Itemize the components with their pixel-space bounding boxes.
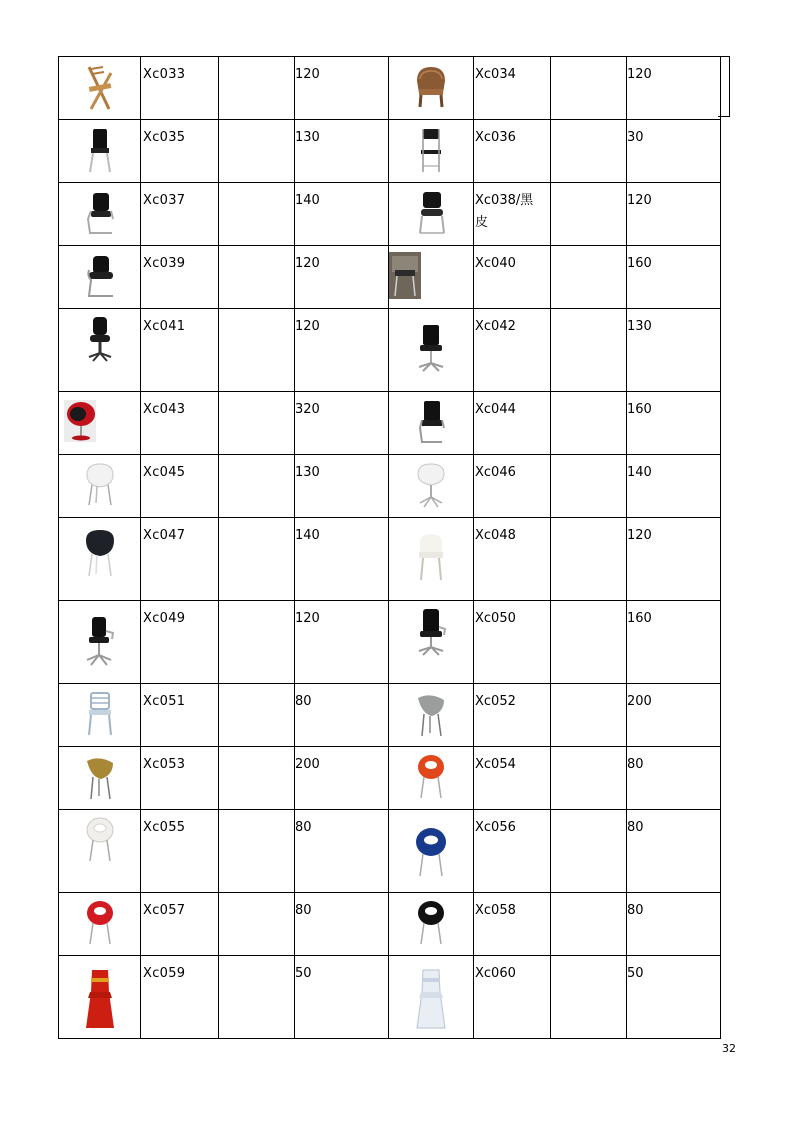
- product-price: 80: [627, 893, 721, 956]
- product-code: Xc040: [474, 246, 551, 309]
- empty-cell: [551, 518, 627, 601]
- empty-cell: [551, 810, 627, 893]
- product-code: Xc053: [141, 747, 219, 810]
- silver-shell-chair-icon: [414, 690, 448, 738]
- white-shell-swivel-chair-icon: [414, 461, 448, 509]
- product-code: Xc060: [474, 956, 551, 1039]
- chair-image-cell: [389, 893, 474, 956]
- rattan-armchair-icon: [413, 63, 449, 109]
- orange-ring-chair-icon: [414, 753, 448, 801]
- mesh-office-chair-icon: [82, 615, 118, 667]
- product-code: Xc037: [141, 183, 219, 246]
- empty-cell: [219, 455, 295, 518]
- product-price: 200: [627, 684, 721, 747]
- chair-image-cell: [389, 956, 474, 1039]
- product-price: 140: [295, 518, 389, 601]
- empty-cell: [219, 518, 295, 601]
- white-shell-chair-icon: [83, 461, 117, 509]
- gold-shell-chair-icon: [83, 753, 117, 801]
- red-egg-swivel-chair-icon: [64, 400, 96, 442]
- chair-image-cell: [389, 747, 474, 810]
- executive-office-chair-icon: [413, 607, 449, 657]
- table-row: [59, 518, 721, 601]
- product-code: Xc042: [474, 309, 551, 392]
- aluminum-chair-icon: [83, 690, 117, 738]
- white-ring-chair-icon: [83, 816, 117, 864]
- product-code: Xc034: [474, 57, 551, 120]
- empty-cell: [219, 309, 295, 392]
- cantilever-office-chair-icon: [83, 189, 117, 237]
- product-price: 120: [295, 309, 389, 392]
- chair-image-cell: [389, 309, 474, 392]
- chair-catalog-table: [58, 56, 721, 1039]
- product-price: 130: [627, 309, 721, 392]
- product-code: Xc035: [141, 120, 219, 183]
- table-row: [59, 183, 721, 246]
- page-number: 32: [722, 1042, 736, 1055]
- product-price: 160: [627, 246, 721, 309]
- product-price: 80: [295, 893, 389, 956]
- product-price: 120: [627, 57, 721, 120]
- product-price: 120: [295, 601, 389, 684]
- product-price: 130: [295, 120, 389, 183]
- empty-cell: [219, 810, 295, 893]
- chair-image-cell: [59, 518, 141, 601]
- blue-ring-chair-icon: [413, 826, 449, 878]
- table-row: [59, 309, 721, 392]
- empty-cell: [219, 601, 295, 684]
- table-row: [59, 455, 721, 518]
- chair-image-cell: [59, 455, 141, 518]
- swivel-office-chair-icon: [414, 323, 448, 373]
- empty-cell: [551, 684, 627, 747]
- product-price: 200: [295, 747, 389, 810]
- empty-cell: [551, 120, 627, 183]
- table-row: [59, 392, 721, 455]
- chair-image-cell: [59, 183, 141, 246]
- empty-cell: [219, 956, 295, 1039]
- product-price: 140: [627, 455, 721, 518]
- table-row: [59, 246, 721, 309]
- empty-cell: [551, 956, 627, 1039]
- product-code: Xc054: [474, 747, 551, 810]
- chair-image-cell: [389, 183, 474, 246]
- chair-image-cell: [59, 747, 141, 810]
- empty-cell: [551, 601, 627, 684]
- empty-cell: [551, 455, 627, 518]
- product-price: 160: [627, 601, 721, 684]
- chair-image-cell: [59, 893, 141, 956]
- empty-cell: [219, 183, 295, 246]
- table-row: [59, 57, 721, 120]
- product-price: 80: [295, 810, 389, 893]
- product-price: 120: [627, 183, 721, 246]
- black-folding-chair-icon: [414, 126, 448, 174]
- product-price: 140: [295, 183, 389, 246]
- product-code: Xc045: [141, 455, 219, 518]
- empty-cell: [551, 392, 627, 455]
- chair-image-cell: [389, 518, 474, 601]
- empty-cell: [219, 684, 295, 747]
- product-code: Xc055: [141, 810, 219, 893]
- red-ring-chair-icon: [83, 899, 117, 947]
- chair-image-cell: [59, 810, 141, 893]
- black-ring-chair-icon: [414, 899, 448, 947]
- chair-image-cell: [389, 120, 474, 183]
- chair-image-cell: [389, 455, 474, 518]
- chair-image-cell: [59, 120, 141, 183]
- black-cantilever-chair-icon: [414, 398, 448, 446]
- product-price: 320: [295, 392, 389, 455]
- product-code: Xc033: [141, 57, 219, 120]
- chair-image-cell: [59, 684, 141, 747]
- swivel-office-chair-icon: [83, 315, 117, 363]
- product-price: 50: [627, 956, 721, 1039]
- product-price: 80: [295, 684, 389, 747]
- product-code: Xc057: [141, 893, 219, 956]
- product-code: Xc049: [141, 601, 219, 684]
- chair-image-cell: [59, 309, 141, 392]
- product-code: Xc044: [474, 392, 551, 455]
- chair-image-cell: [59, 601, 141, 684]
- product-price: 160: [627, 392, 721, 455]
- white-plastic-chair-icon: [414, 532, 448, 584]
- folding-wood-chair-icon: [83, 63, 117, 111]
- empty-cell: [551, 183, 627, 246]
- product-price: 30: [627, 120, 721, 183]
- chair-image-cell: [389, 392, 474, 455]
- empty-cell: [551, 747, 627, 810]
- empty-cell: [551, 893, 627, 956]
- table-row: [59, 810, 721, 893]
- product-price: 50: [295, 956, 389, 1039]
- product-code: Xc046: [474, 455, 551, 518]
- product-price: 120: [295, 246, 389, 309]
- product-code: Xc048: [474, 518, 551, 601]
- empty-cell: [551, 57, 627, 120]
- product-code: Xc059: [141, 956, 219, 1039]
- chair-image-cell: [59, 57, 141, 120]
- cantilever-armchair-icon: [83, 252, 117, 300]
- empty-cell: [219, 57, 295, 120]
- chair-image-cell: [389, 246, 474, 309]
- chair-image-cell: [389, 57, 474, 120]
- table-row: [59, 747, 721, 810]
- chair-image-cell: [389, 601, 474, 684]
- table-row: [59, 601, 721, 684]
- product-code: Xc050: [474, 601, 551, 684]
- empty-cell: [219, 392, 295, 455]
- product-code: Xc047: [141, 518, 219, 601]
- black-leather-office-chair-icon: [414, 189, 448, 237]
- table-row: [59, 893, 721, 956]
- product-code: Xc038/黑皮: [474, 183, 551, 246]
- product-code: Xc058: [474, 893, 551, 956]
- red-chair-cover-icon: [82, 968, 118, 1030]
- chair-image-cell: [389, 810, 474, 893]
- chair-image-cell: [59, 956, 141, 1039]
- product-code: Xc052: [474, 684, 551, 747]
- product-price: 120: [627, 518, 721, 601]
- empty-cell: [551, 246, 627, 309]
- table-row: [59, 956, 721, 1039]
- chair-image-cell: [389, 684, 474, 747]
- black-leather-chair-icon: [83, 126, 117, 174]
- chair-photo-icon: [389, 252, 421, 299]
- empty-cell: [219, 747, 295, 810]
- product-code: Xc056: [474, 810, 551, 893]
- product-code: Xc043: [141, 392, 219, 455]
- chair-image-cell: [59, 392, 141, 455]
- product-price: 80: [627, 747, 721, 810]
- table-row: [59, 684, 721, 747]
- product-price: 80: [627, 810, 721, 893]
- product-price: 130: [295, 455, 389, 518]
- chair-image-cell: [59, 246, 141, 309]
- white-chair-cover-icon: [413, 968, 449, 1030]
- product-code: Xc039: [141, 246, 219, 309]
- product-code: Xc036: [474, 120, 551, 183]
- empty-cell: [219, 246, 295, 309]
- product-code: Xc041: [141, 309, 219, 392]
- black-shell-chair-icon: [83, 528, 117, 580]
- product-price: 120: [295, 57, 389, 120]
- table-row: [59, 120, 721, 183]
- empty-cell: [219, 893, 295, 956]
- empty-cell: [219, 120, 295, 183]
- empty-cell: [551, 309, 627, 392]
- product-code: Xc051: [141, 684, 219, 747]
